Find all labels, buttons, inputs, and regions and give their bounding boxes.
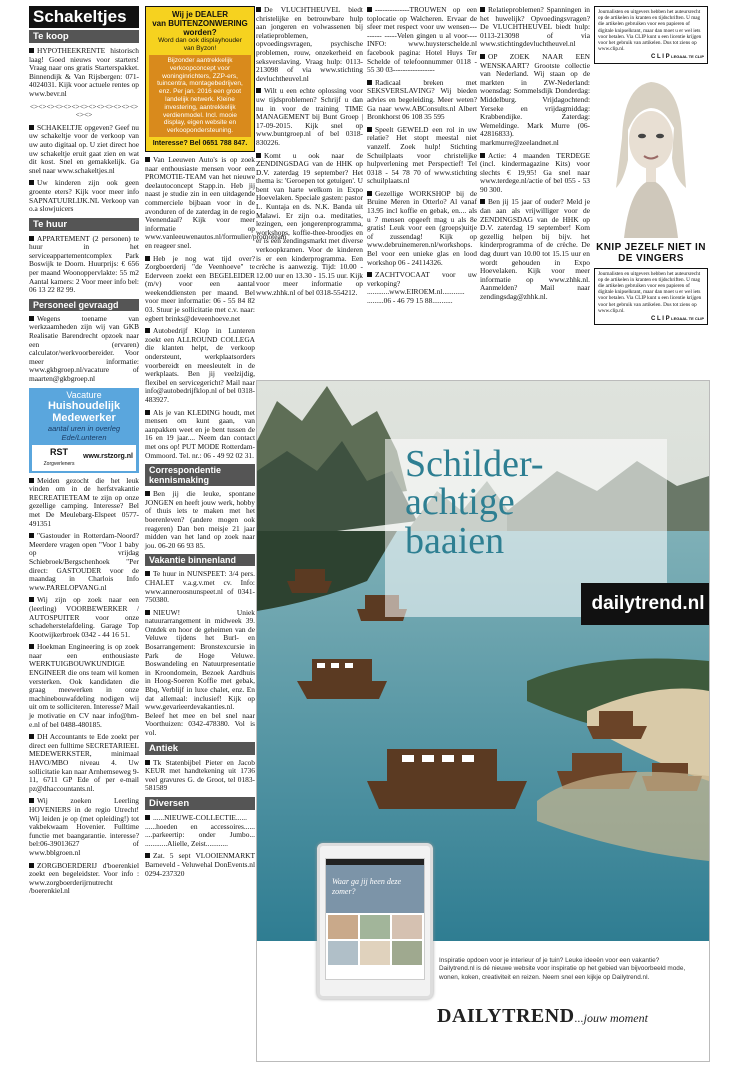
tablet bbox=[317, 843, 433, 999]
classified-item: Actie: 4 maanden TERDEGE (incl. kindermagazine Kits) voor slechts € 19,95! Ga snel naar www.terdege.nl/actie of bel 055 - 53 90 300. bbox=[480, 150, 590, 194]
classified-item: De VLUCHTHEUVEL biedt christelijke en betrouwbare hulp aan jongeren en volwassenen bij relatieproblemen, opvoedingsvragen, psychische problemen, rouw, onzekerheid en seksverslaving. Vraag hulp: 0113-213098 of via www.stichting devluchtheuvel.nl bbox=[256, 5, 363, 83]
portrait-illustration bbox=[594, 68, 708, 238]
bullet-square-icon bbox=[145, 410, 150, 415]
bullet-square-icon bbox=[256, 153, 261, 158]
classified-item: Autobedrijf Klop in Lunteren zoekt een ALLROUND COLLEGA die klanten helpt, de verkoop ondersteunt, werkplaatsorders voorbereidt en meesleutelt in de werkplaats. Ben jij veelzijdig, flexibel en servicegericht? Mail naar info@autobedrijfklop.nl of bel 0318-483927. bbox=[145, 326, 255, 404]
classified-item: "Gastouder in Rotterdam-Noord? Meerdere vragen open "Voor 1 baby op vrijdag Schiebroek/Bergschenhoek "Per direct: GASTOUDER voor de maandag in Charlois Info www.PARELOPVANG.nl bbox=[29, 531, 139, 592]
clip-text: Journalisten en uitgevers hebben het auteursrecht op de artikelen in kranten en tijdschriften. U mag die artikelen gebruiken voor een papieren of digitale knipselkrant, maar dan moet u er wel iets voor betalen. Via CLIP kunt u een licentie krijgen voor het gebruik van artikelen. Dus tot ziens op www.clip.nl. bbox=[598, 270, 702, 314]
classified-item: Ben jij 15 jaar of ouder? Meld je dan aan als vrijwilliger voor de ZENDINGSDAG van de HHK op D.V. zaterdag 19 september! Kom gezellig helpen bij bijv. het kinderprogramma of de crèche. De dag duurt van 10.00 tot 15.15 uur en wordt gehouden in Expo Hoevelaken. Kijk voor meer informatie op www.zhhk.nl. Aanmelden? Mail naar zendingsdag@zhhk.nl. bbox=[480, 197, 590, 301]
classified-item: Tk Statenbijbel Pieter en Jacob KEUR met handtekening uit 1736 veel gravures G. de Groot, tel 0183-581589 bbox=[145, 757, 255, 793]
bullet-square-icon bbox=[256, 7, 261, 12]
heading-personeel: Personeel gevraagd bbox=[29, 299, 139, 311]
bullet-square-icon bbox=[29, 533, 34, 538]
headline-line: baaien bbox=[405, 520, 505, 562]
masthead: Schakeltjes bbox=[29, 6, 139, 28]
bullet-square-icon bbox=[367, 80, 372, 85]
classified-item: Uw kinderen zijn ook geen groente eters? Kijk voor meer info SAPNATUURLIJK.NL Verkoop van o.a slowjuicers bbox=[29, 178, 139, 214]
column-2 bbox=[145, 6, 287, 882]
dailytrend-ad bbox=[256, 380, 710, 1062]
heading-diversen: Diversen bbox=[145, 797, 255, 810]
classified-item: Hoekman Engineering is op zoek naar een enthousiaste WERKTUIGBOUWKUNDIGE ENGINEER die ons team wil komen versterken. Ook kandidaten die graag meewerken in onze machinebouwafdeling nodigen wij uit om te solliciteren. Interesse? Mail je motivatie en CV naar info@hm-e.nl of bel 0488-480185. bbox=[29, 642, 140, 729]
bullet-square-icon bbox=[29, 48, 34, 53]
classified-item: <><><><><><><><><><><><><><><> bbox=[29, 101, 139, 120]
classified-item: Wij zijn op zoek naar een (leerling) VOORBEWERKER / AUTOSPUITER voor onze schadeherstelafdeling. Garage Top Kootwijkerbroek 0342 - 44 16 51. bbox=[29, 595, 139, 639]
bullet-square-icon bbox=[29, 180, 34, 185]
bullet-square-icon bbox=[480, 54, 485, 59]
bullet-square-icon bbox=[480, 199, 485, 204]
dealer-title: van BUITENZONWERING bbox=[152, 19, 248, 28]
bullet-square-icon bbox=[480, 7, 485, 12]
bullet-square-icon bbox=[29, 478, 34, 483]
classified-item: Gezellige WORKSHOP bij de Bruine Meren in Otterlo? Al vanaf 13.95 incl koffie en gebak, en.... als u 7 mensen opgeeft mag u als 8e gratis! Leuk voor een (groeps)uitje of zussendag! Kijk op www.debruinemeren.nl/workshops. Bel voor een unieke glas en lood workshop 06 - 24114326. bbox=[367, 188, 477, 267]
bullet-square-icon bbox=[367, 191, 372, 196]
classified-item: Ben jij die leuke, spontane JONGEN en heeft jouw werk, hobby of thuis iets te maken met het boerenleven? (andere mogen ook reageren) Dan ben meisje 21 jaar midden van het land op zoek naar jou. 06-20 66 93 85. bbox=[145, 489, 255, 550]
heading-antiek: Antiek bbox=[145, 742, 255, 755]
tablet-screen bbox=[325, 858, 425, 980]
bullet-square-icon bbox=[256, 88, 261, 93]
clip-panel bbox=[594, 6, 708, 370]
bullet-square-icon bbox=[29, 798, 34, 803]
heading-vakantie: Vakantie binnenland bbox=[145, 554, 255, 566]
column-5 bbox=[480, 6, 590, 306]
bullet-square-icon bbox=[145, 760, 150, 765]
bullet-square-icon bbox=[145, 328, 150, 333]
bullet-square-icon bbox=[367, 127, 372, 132]
classified-item: Komt u ook naar de ZENDINGSDAG van de HHK op D.V. zaterdag 19 september? Het thema is: 'Geroepen tot getuigen'. U bent van harte welkom in Expo Hoevelaken. Speciale gasten: pastor L. Kuntaja en ds. N.K. Banda uit Malawi. Er zijn o.a. meditaties, lezingen, een jongerenprogramma, workshops, koffie-thee-broodjes en er is een zendingsmarkt met diverse verkoopkramen. Voor de kinderen is er een kinderprogramma. Een crèche is aanwezig. Tijd: 10.00 - 12.00 uur en 13.30 - 15.15 uur. Kijk voor meer informatie op www.zhhk.nl of bel 0318-554212. bbox=[256, 150, 363, 297]
classified-item: --------------TROUWEN op een toplocatie op Walcheren. Ervaar de sfeer met respect voor uw wensen--------- -----Velen gingen u al voor---- INFO: www.huysterschelde.nl facebook pagina: Hotel Huys Ter Schelde of telefoonnummer 0118 - 55 30 03----------------- bbox=[367, 5, 477, 75]
rst-url: www.rstzorg.nl bbox=[83, 453, 133, 461]
bullet-square-icon bbox=[367, 7, 372, 12]
classified-item: SCHAKELTJE opgeven? Geef nu uw schakeltje voor de verkoop van uw auto digitaal op. U ziet direct hoe uw schakeltje eruit gaat zien en wat dit kost. Snel en gemakkelijk. Ga snel naar www.schakeltjes.nl bbox=[29, 122, 139, 175]
classified-item: APPARTEMENT (2 personen) te huur in het serviceappartementcomplex Park Boswijk te Doorn. Huurprijs: € 656 per maand Woonoppervlakte: 55 m2 Aantal kamers: 2 Voor meer info bel: 06 13 22 82 99. bbox=[29, 233, 139, 295]
bullet-square-icon bbox=[145, 571, 150, 576]
classified-item: ZACHTVOCAAT voor uw verkoping? ............www.EIROEM.nl............ .........06 - 46 79 15 88........... bbox=[367, 270, 477, 305]
classified-item: Zat. 5 sept VLOOIENMARKT Barneveld - Veluwehal DonEvents.nl 0294-237320 bbox=[145, 851, 255, 878]
bullet-square-icon bbox=[145, 815, 150, 820]
bullet-square-icon bbox=[29, 644, 34, 649]
bullet-square-icon bbox=[29, 734, 34, 739]
classified-item: ZORGBOERDERIJ d'boerenkiel zoekt een begeleidster. Voor info : www.zorgboerderijrnutrecht /boerenkiel.nl bbox=[29, 860, 139, 896]
dealer-title: worden? bbox=[183, 28, 217, 37]
bullet-square-icon bbox=[367, 272, 372, 277]
bullet-square-icon bbox=[145, 157, 150, 162]
dealer-sub: van Byzon! bbox=[183, 45, 217, 52]
clip-box-top bbox=[594, 6, 708, 64]
bullet-square-icon bbox=[29, 316, 34, 321]
classified-item: Speelt GEWELD een rol in uw relatie? Het stopt meestal niet vanzelf. Zoek hulp! Stichting Schuilplaats voor christelijke hulpverlening met Perspectief! Tel 0318 - 54 78 70 of www.stichting schuilplaats.nl bbox=[367, 124, 477, 186]
vacature-ad bbox=[29, 388, 139, 473]
vac-line: Medewerker bbox=[52, 411, 116, 424]
heading-te-koop: Te koop bbox=[29, 30, 139, 43]
classified-item: ......NIEUWE-COLLECTIE...... ......hoeden en accessoires...... ....parkeertip: onder Jumbo... ............Alielle, Zeist............ bbox=[145, 812, 255, 848]
bullet-square-icon bbox=[29, 125, 34, 130]
classified-item: Relatieproblemen? Spanningen in het huwelijk? Opvoedingsvragen? De VLUCHTHEUVEL biedt hulp: 0113-213098 of via www.stichtingdevluchtheuvel.nl bbox=[480, 5, 590, 49]
column-1 bbox=[29, 6, 139, 900]
bullet-square-icon bbox=[145, 491, 150, 496]
heading-te-huur: Te huur bbox=[29, 218, 139, 231]
classified-item: NIEUW! Uniek natuurarrangement in midweek 39. Ontdek en hoor de geheimen van de Veluwe tijdens het Burl- en Bosarrangement: Bronstexcursie in Park de Hoge Veluwe. Boswandeling en Natuurpresentatie in Kroondomein, Bezoek Aardhuis in Hoog-Soeren Koffie met gebak, Bbq, Verblijf in luxe chalet, enz. En dat allemaal: inclusief! Kijk op www.gevarieerdevakanties.nl. Beleef het mee en bel snel naar Voorthuizen: 0342-478380. Vol is vol. bbox=[145, 607, 255, 737]
bullet-square-icon bbox=[29, 863, 34, 868]
dealer-sub: Word dan ook displayhouder bbox=[158, 37, 242, 44]
dealer-ad bbox=[145, 6, 255, 152]
vac-line: aantal uren in overleg bbox=[47, 423, 121, 433]
clip-text: Journalisten en uitgevers hebben het auteursrecht op de artikelen in kranten en tijdschriften. U mag die artikelen gebruiken voor een papieren of digitale knipselkrant, maar dan moet u er wel iets voor betalen. Via CLIP kunt u een licentie krijgen voor het gebruik van artikelen. Dus tot ziens op www.clip.nl. bbox=[598, 9, 702, 53]
tablet-photo bbox=[326, 865, 424, 913]
classified-item: Radicaal breken met SEKSVERSLAVING? Wij bieden advies en begeleiding. Meer weten? Ga naar www.ABConsults.nl Albert Bronkhorst 06 108 35 595 bbox=[367, 77, 477, 122]
dailytrend-badge: dailytrend.nl bbox=[581, 583, 710, 625]
bullet-square-icon bbox=[29, 236, 34, 241]
classified-item: Te huur in NUNSPEET: 3/4 pers. CHALET v.a.g.v.met cv. Info: www.anneroosnunspeet.nl of 0341-750380. bbox=[145, 569, 255, 605]
column-4 bbox=[367, 6, 477, 310]
classified-item: Wij zoeken Leerling HOVENIERS in de regio Utrecht! Wij leiden je op (met opleiding!) tot vakbekwaam Hovenier. Fulltime functie met baangarantie. interesse? bel:06-39013627 of www.bblgroen.nl bbox=[29, 796, 139, 857]
classified-item: HYPOTHEEKRENTE historisch laag! Goed nieuws voor starters! Vraag naar ons gratis Starterspakket. Binnendijk & Van Rijsbergen: 071-4024031. Kijk voor actuele rentes op www.bevr.nl bbox=[29, 46, 139, 98]
dailytrend-copy: Inspiratie opdoen voor je interieur of je tuin? Leuke ideeën voor een vakantie? Dailytrend.nl is dé nieuwe website voor inspiratie op het gebied van bijvoorbeeld mode, wonen, koken, creativiteit en reizen. Neem snel een kijkje op Dailytrend.nl. bbox=[439, 957, 686, 981]
clip-box-bottom bbox=[594, 268, 708, 326]
vac-line: Huishoudelijk bbox=[47, 399, 121, 412]
vac-line: Vacature bbox=[66, 389, 102, 400]
bullet-square-icon bbox=[29, 597, 34, 602]
bullet-square-icon bbox=[145, 853, 150, 858]
clip-logo: C L I P LEGAAL TE CLIP bbox=[651, 54, 704, 61]
classified-item: Heb je nog wat tijd over? Zorgboerderij "de Veenhoeve" te Ederveen zoekt een BEGELEIDER (m/v) voor een aantal weekenddiensten per maand. Bel voor meer informatie: 06 - 55 84 82 03. Stuur je sollicitatie met c.v. naar: egbert brinks@deveenhoeve.net bbox=[145, 253, 255, 323]
heading-correspondentie: Correspondentie kennismaking bbox=[145, 464, 255, 486]
classified-item: Als je van KLEDING houdt, met mensen om kunt gaan, van aanpakken weet en je bent tussen de 16 en 19 jaar.... Neem dan contact met ons op! PUT MODE Rotterdam-Ommoord. Tel. nr.: 06 - 49 92 02 31. bbox=[145, 407, 255, 460]
classified-item: Wilt u een echte oplossing voor uw tijdsproblemen? Schrijf u dan nu in voor de training TIME MANAGEMENT bij Bunt Groep | 17-09-2015. Kijk snel op www.buntgroep.nl of bel 0318-830226. bbox=[256, 86, 363, 147]
classified-item: Wegens toename van werkzaamheden zijn wij van GKB Realisatie Barendrecht opzoek naar een (ervaren) calculator/werkvoorbereider. Voor meer informatie: www.gkbgroep.nl/vacature of maarten@gkbgroep.nl bbox=[29, 313, 139, 383]
dealer-body: Bijzonder aantrekkelijk verkoopconcept voor woninginrichters, ZZP-ers, tuincentra, montagebedrijven, enz. Per jan. 2016 een groot landelijk netwerk. Kleine investering, aantrekkelijk verdienmodel. Incl. mooie display, eigen website en verkoopondersteuning. bbox=[149, 55, 251, 137]
column-3 bbox=[256, 6, 363, 302]
classified-item: DH Accountants te Ede zoekt per direct een fulltime SECRETARIEEL MEDEWERKSTER, minimaal HAVO/MBO niveau 4. Uw sollicitatie kan naar Arnhemseweg 9-11, 6711 GP Ede of per e-mail pz@dhaccountants.nl. bbox=[29, 732, 140, 793]
clip-logo: C L I P LEGAAL TE CLIP bbox=[651, 316, 704, 323]
classified-item: Meiden gezocht die het leuk vinden om in de herfstvakantie RECREATIETEAM te zijn op onze gezellige camping. Interesse? Bel met De Meulebarg-Elspeet 0577-491351 bbox=[29, 475, 139, 528]
bullet-square-icon bbox=[480, 153, 485, 158]
tablet-title: Waar ga jij heen deze zomer? bbox=[332, 877, 402, 896]
vac-line: Ede/Lunteren bbox=[61, 432, 107, 442]
classified-item: Van Leeuwen Auto's is op zoek naar enthousiaste mensen voor een PROMOTIE-TEAM van het nieuwe deelautoconcept Stapp.in. Heb jij naast je studie zin in een uitdagende commerciele bijbaan voor in de avonduren of de zaterdag in de regio Veenendaal? Kijk voor meer informatie op www.vanleeuwenautos.nl/formulier/promoteam en reageer snel. bbox=[145, 154, 287, 250]
bullet-square-icon bbox=[145, 256, 150, 261]
headline-line: Schilder- bbox=[405, 443, 544, 485]
classified-item: OP ZOEK NAAR EEN WENSKAART? Grootste collectie van Nederland. Wij staan op de markten in ZW-Nederland: woensdag: Sommelsdijk Donderdag: Middelburg. Vrijdagochtend: Yerseke en vrijdagmiddag: Krabbendijke. Zaterdag: Wemeldinge. Mark Murre (06-42816833). markmurre@zeelandnet.nl bbox=[480, 51, 590, 147]
dealer-cta: Interesse? Bel 0651 788 847. bbox=[152, 139, 248, 147]
bullet-square-icon bbox=[145, 610, 150, 615]
dealer-title: Wij je DEALER bbox=[172, 10, 228, 19]
headline-line: achtige bbox=[405, 481, 515, 523]
clip-banner: KNIP JEZELF NIET IN DE VINGERS bbox=[596, 241, 706, 264]
dailytrend-logo: DAILYTREND...jouw moment bbox=[437, 1005, 648, 1027]
rst-logo: RST Zorgverleners bbox=[43, 446, 75, 467]
